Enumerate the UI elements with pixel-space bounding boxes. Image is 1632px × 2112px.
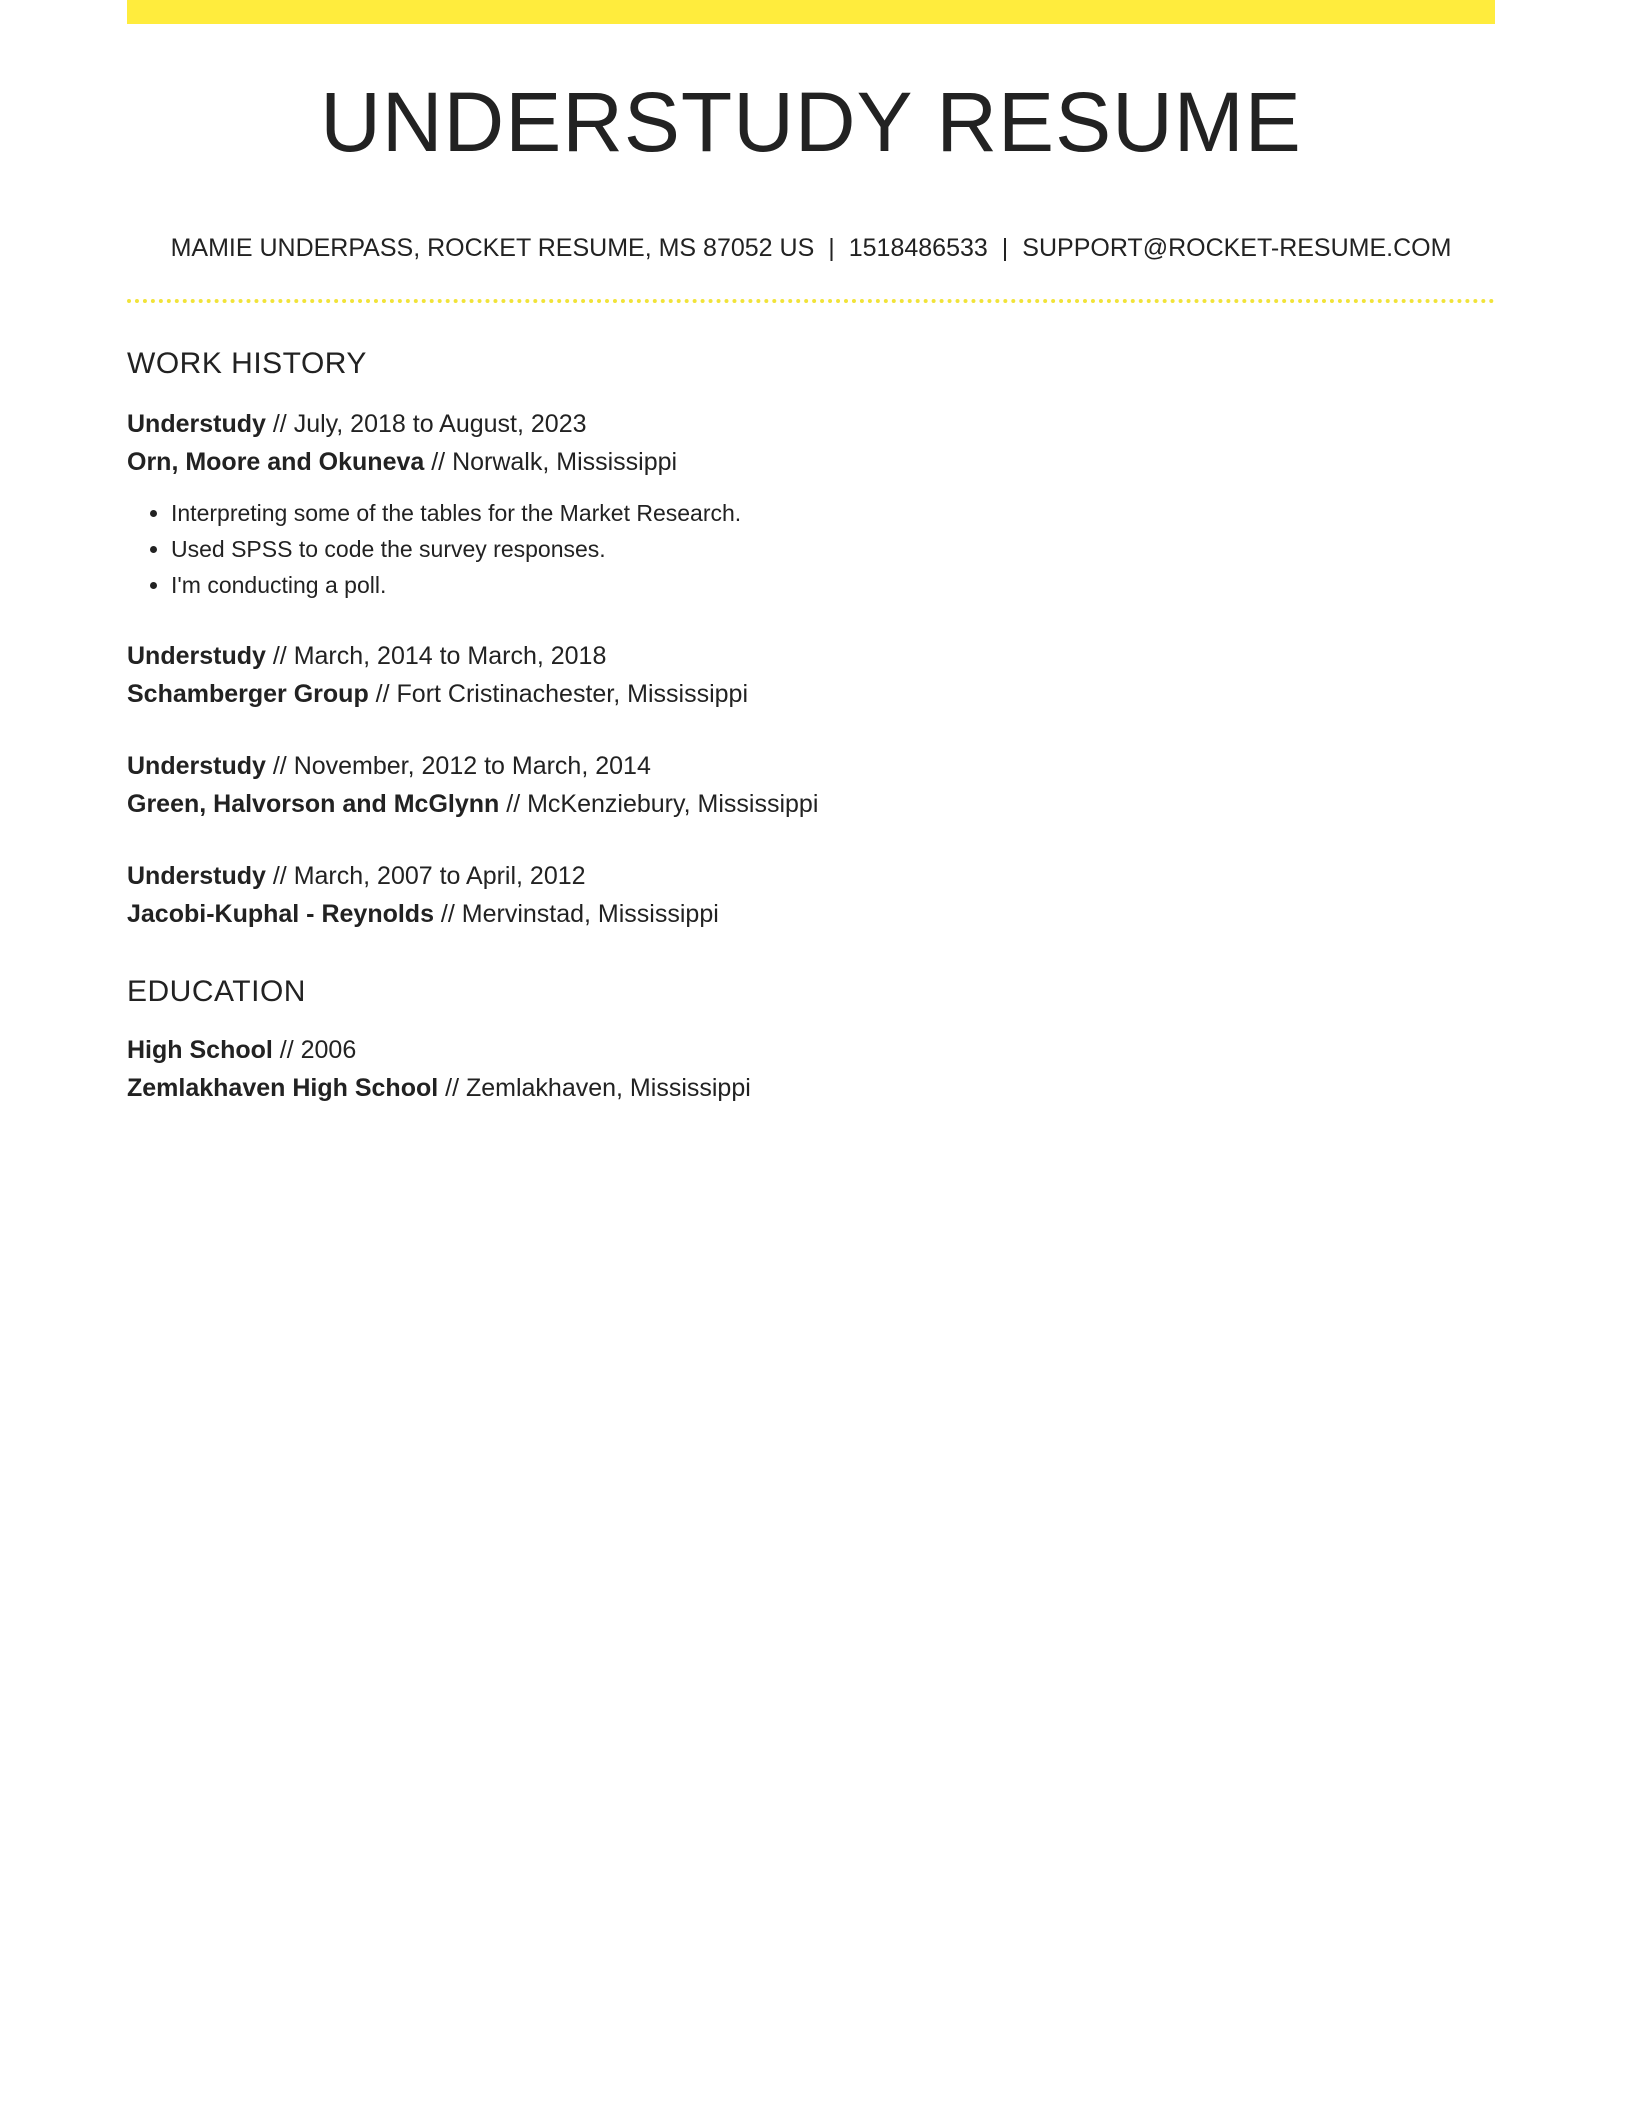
contact-email: SUPPORT@ROCKET-RESUME.COM xyxy=(1022,234,1452,262)
job-dates: // March, 2007 to April, 2012 xyxy=(265,862,586,890)
resume-page xyxy=(127,0,1495,1107)
job-bullet: • I'm conducting a poll. xyxy=(171,567,1495,603)
job-bullet: • Interpreting some of the tables for the Market Research. xyxy=(171,495,1495,531)
job-company-line xyxy=(127,675,1495,713)
job-dates: // July, 2018 to August, 2023 xyxy=(265,410,587,438)
accent-bar xyxy=(127,0,1495,24)
job-company: Green, Halvorson and McGlynn xyxy=(127,790,500,818)
job-entry xyxy=(127,747,1495,823)
job-location: // Mervinstad, Mississippi xyxy=(433,900,719,928)
job-role: Understudy xyxy=(127,642,266,670)
resume-title: UNDERSTUDY RESUME xyxy=(320,75,1302,169)
contact-separator: | xyxy=(828,234,835,262)
job-role-line xyxy=(127,405,1495,443)
education-school: Zemlakhaven High School xyxy=(127,1074,439,1102)
contact-phone: 1518486533 xyxy=(848,234,988,262)
education-degree: High School xyxy=(127,1036,273,1064)
contact-address: MAMIE UNDERPASS, ROCKET RESUME, MS 87052 US xyxy=(170,234,815,262)
job-role-line xyxy=(127,857,1495,895)
job-role: Understudy xyxy=(127,752,266,780)
job-company: Orn, Moore and Okuneva xyxy=(127,448,425,476)
education-heading: EDUCATION xyxy=(127,975,306,1008)
education-year: // 2006 xyxy=(272,1036,357,1064)
job-role: Understudy xyxy=(127,862,266,890)
job-dates: // March, 2014 to March, 2018 xyxy=(265,642,607,670)
job-entry xyxy=(127,857,1495,933)
job-role-line xyxy=(127,747,1495,785)
job-company-line xyxy=(127,785,1495,823)
job-entry xyxy=(127,637,1495,713)
education-location: // Zemlakhaven, Mississippi xyxy=(438,1074,751,1102)
job-location: // Norwalk, Mississippi xyxy=(424,448,678,476)
work-history-heading: WORK HISTORY xyxy=(127,347,367,380)
job-role-line xyxy=(127,637,1495,675)
job-bullets xyxy=(127,495,1495,603)
education-entry xyxy=(127,1031,1495,1107)
education-degree-line xyxy=(127,1031,1495,1069)
contact-separator: | xyxy=(1001,234,1009,262)
job-company-line xyxy=(127,443,1495,481)
job-location: // Fort Cristinachester, Mississippi xyxy=(368,680,748,708)
dotted-divider xyxy=(127,299,1495,303)
job-entry xyxy=(127,405,1495,603)
job-company: Jacobi-Kuphal - Reynolds xyxy=(127,900,434,928)
job-dates: // November, 2012 to March, 2014 xyxy=(265,752,651,780)
job-location: // McKenziebury, Mississippi xyxy=(499,790,819,818)
contact-line xyxy=(127,236,1495,261)
job-role: Understudy xyxy=(127,410,266,438)
education-school-line xyxy=(127,1069,1495,1107)
job-company-line xyxy=(127,895,1495,933)
job-bullet: • Used SPSS to code the survey responses. xyxy=(171,531,1495,567)
job-company: Schamberger Group xyxy=(127,680,369,708)
